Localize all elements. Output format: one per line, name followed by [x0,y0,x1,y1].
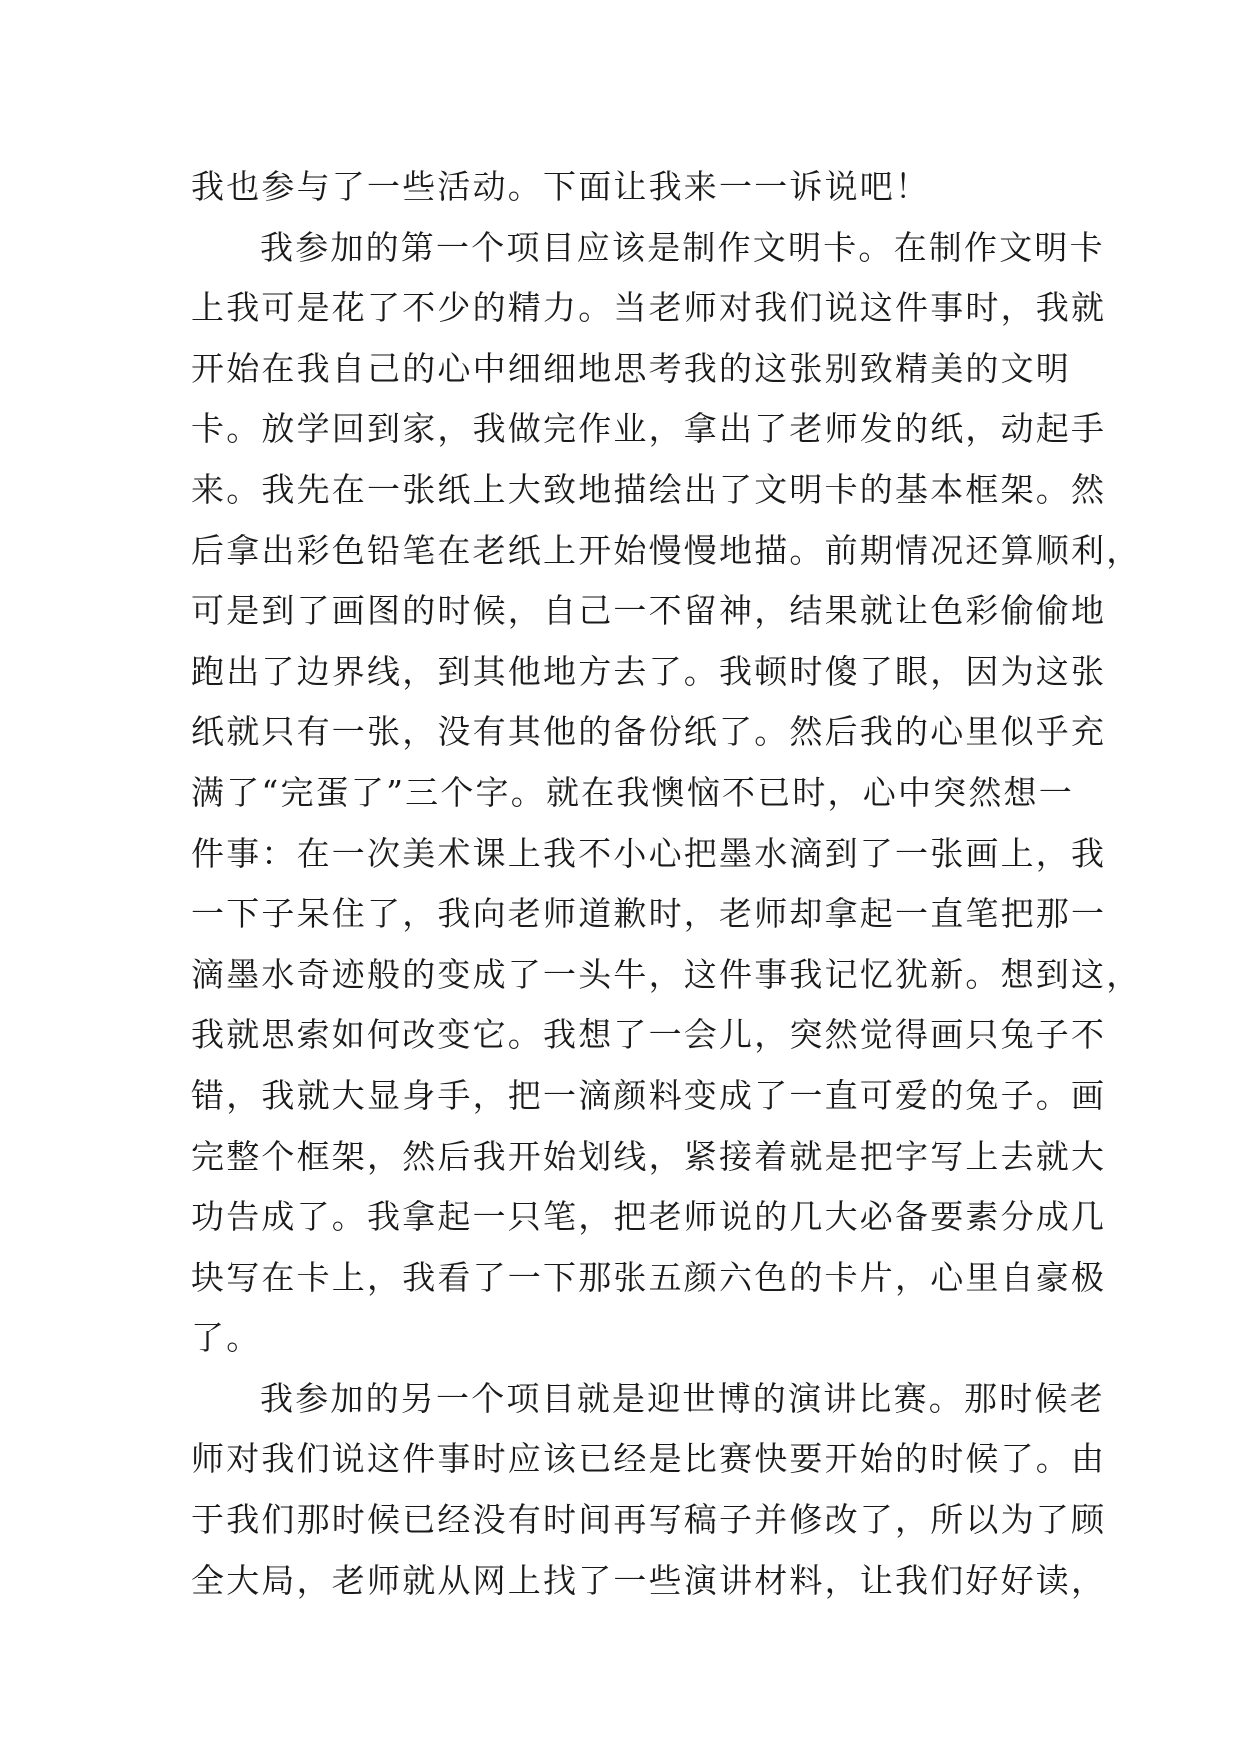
text-line: 来。我先在一张纸上大致地描绘出了文明卡的基本框架。然 [191,469,1107,509]
text-line: 了。 [191,1318,262,1358]
text-line: 滴墨水奇迹般的变成了一头牛，这件事我记忆犹新。想到这， [191,954,1142,994]
text-line: 错，我就大显身手，把一滴颜料变成了一直可爱的兔子。画 [191,1075,1107,1115]
text-line: 全大局，老师就从网上找了一些演讲材料，让我们好好读， [191,1560,1107,1600]
text-line: 满了“完蛋了”三个字。就在我懊恼不已时，心中突然想一 [191,772,1074,812]
body-text [191,157,1142,1611]
text-line: 我也参与了一些活动。下面让我来一一诉说吧！ [191,167,931,206]
text-line: 一下子呆住了，我向老师道歉时，老师却拿起一直笔把那一 [191,894,1107,934]
text-line: 块写在卡上，我看了一下那张五颜六色的卡片，心里自豪极 [191,1257,1107,1297]
text-line: 我就思索如何改变它。我想了一会儿，突然觉得画只兔子不 [191,1015,1107,1055]
text-line: 功告成了。我拿起一只笔，把老师说的几大必备要素分成几 [191,1197,1107,1237]
text-line: 纸就只有一张，没有其他的备份纸了。然后我的心里似乎充 [191,712,1107,752]
text-line: 师对我们说这件事时应该已经是比赛快要开始的时候了。由 [191,1439,1107,1479]
text-line: 后拿出彩色铅笔在老纸上开始慢慢地描。前期情况还算顺利， [191,530,1142,570]
text-line: 可是到了画图的时候，自己一不留神，结果就让色彩偷偷地 [191,591,1107,631]
text-line: 卡。放学回到家，我做完作业，拿出了老师发的纸，动起手 [191,409,1107,449]
text-line: 跑出了边界线，到其他地方去了。我顿时傻了眼，因为这张 [191,651,1107,691]
paragraph-first-line: 我参加的另一个项目就是迎世博的演讲比赛。那时候老 [260,1378,1105,1418]
paragraph-first-line: 我参加的第一个项目应该是制作文明卡。在制作文明卡 [260,227,1105,267]
text-line: 完整个框架，然后我开始划线，紧接着就是把字写上去就大 [191,1136,1107,1176]
text-line: 上我可是花了不少的精力。当老师对我们说这件事时，我就 [191,288,1107,328]
text-line: 件事：在一次美术课上我不小心把墨水滴到了一张画上，我 [191,833,1107,873]
text-line: 开始在我自己的心中细细地思考我的这张别致精美的文明 [191,348,1071,388]
text-line: 于我们那时候已经没有时间再写稿子并修改了，所以为了顾 [191,1500,1107,1540]
